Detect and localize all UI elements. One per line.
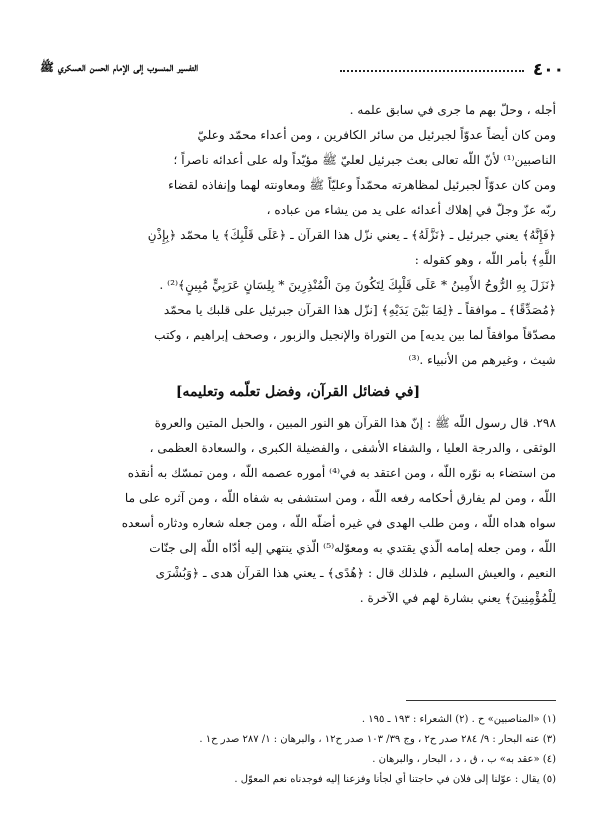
text-line: مصدّقاً موافقاً لما بين يديه] من التوراة والإنجيل والزبور ، وصحف إبراهيم ، وكتب	[154, 328, 556, 342]
page-number: ٤٠٠	[532, 60, 564, 80]
hadith-line: سواه هداه اللّه ، ومن طلب الهدى في غيره أضلّه اللّه ، ومن جعله شعاره ودثاره أسعده	[121, 516, 556, 530]
text-line: الناصبين⁽¹⁾ لأنّ اللّه تعالى بعث جبرئيل لعليّ ﷺ مؤيّداً وله على أعدائه ناصراً ؛	[173, 153, 556, 167]
hadith-line: النعيم ، والعيش السليم ، فلذلك قال : ﴿هُدًى﴾ ـ يعني هذا القرآن هدى ـ ﴿وَبُشْرَى	[155, 566, 556, 580]
footnote: (٣) عنه البحار : ٩/ ٢٨٤ صدر ح٢ ، وج ٣٩/ ١٠٣ صدر ح١٢ ، والبرهان : ١/ ٢٨٧ صدر ح١ .	[199, 734, 556, 745]
header-dotted-rule	[340, 70, 524, 72]
text-line: أجله ، وحلّ بهم ما جرى في سابق علمه .	[349, 103, 556, 117]
hadith-line: ٢٩٨. قال رسول اللّه ﷺ : إنّ هذا القرآن هو النور المبين ، والحبل المتين والعروة	[154, 416, 556, 430]
section-heading: [في فضائل القرآن، وفضل تعلّمه وتعليمه]	[175, 384, 421, 400]
footnote: (٥) يقال : عوّلنا إلى فلان في حاجتنا أي لجأنا وفزعنا إليه فوجدناه نعم المعوّل .	[234, 774, 556, 785]
footnote: (١) «المناصبين» ح . (٢) الشعراء : ١٩٣ ـ ١٩٥ .	[361, 714, 556, 725]
hadith-line: اللّه ، ومن لم يفارق أحكامه رفعه اللّه ، ومن استشفى به شفاه اللّه ، ومن آثره على ما	[124, 491, 556, 505]
text-line: ومن كان أيضاً عدوّاً لجبرئيل من سائر الكافرين ، ومن أعداء محمّد وعليّ	[197, 128, 556, 142]
running-title: التفسير المنسوب إلى الإمام الحسن العسكري ﷺ	[40, 60, 199, 74]
main-text	[40, 98, 556, 611]
hadith-line: اللّه ، ومن جعله إمامه الّذي يقتدي به ومعوّله⁽⁵⁾ الّذي ينتهي إليه أدّاه اللّه إلى جنّات	[149, 541, 556, 555]
text-line: شيث ، وغيرهم من الأنبياء .⁽³⁾	[408, 353, 556, 367]
page-header	[40, 58, 564, 84]
footnote: (٤) «عقد به» ب ، ق ، د ، البحار ، والبرهان .	[372, 754, 556, 765]
text-line: ربّه عزّ وجلّ في إهلاك أعدائه على يد من يشاء من عباده ،	[266, 203, 556, 217]
text-line: ﴿نَزَلَ بِهِ الرُّوحُ الأَمِينُ * عَلَى قَلْبِكَ لِتَكُونَ مِنَ الْمُنْذِرِينَ * بِلِسَانٍ عَرَبِيٍّ مُبِينٍ﴾⁽²⁾ .	[159, 278, 556, 292]
text-line: ومن كان عدوّاً لجبرئيل لمظاهرته محمّداً وعليّاً ﷺ ومعاونته لهما وإنفاذه لقضاء	[168, 178, 556, 192]
hadith-line: من استضاء به نوّره اللّه ، ومن اعتقد به في⁽⁴⁾ أموره عصمه اللّه ، ومن تمسّك به أنقذه	[127, 466, 556, 480]
text-line: اللَّهِ﴾ بأمر اللّه ، وهو كقوله :	[414, 253, 556, 267]
text-line: ﴿فَإِنَّهُ﴾ يعني جبرئيل ـ ﴿نَزَّلَهُ﴾ ـ يعني نزّل هذا القرآن ـ ﴿عَلَى قَلْبِكَ﴾ يا محمّد ﴿بِإِذْنِ	[147, 228, 556, 242]
hadith-line: الوثقى ، والدرجة العليا ، والشفاء الأشفى ، والفضيلة الكبرى ، والسعادة العظمى ،	[149, 441, 556, 455]
hadith-line: لِلْمُؤْمِنِينَ﴾ يعني بشارة لهم في الآخرة .	[359, 591, 556, 605]
text-line: ﴿مُصَدِّقًا﴾ ـ موافقاً ـ ﴿لِمَا بَيْنَ يَدَيْهِ﴾ [نزّل هذا القرآن جبرئيل على قلبك يا محمّد	[163, 303, 556, 317]
footnote-rule	[406, 700, 556, 701]
